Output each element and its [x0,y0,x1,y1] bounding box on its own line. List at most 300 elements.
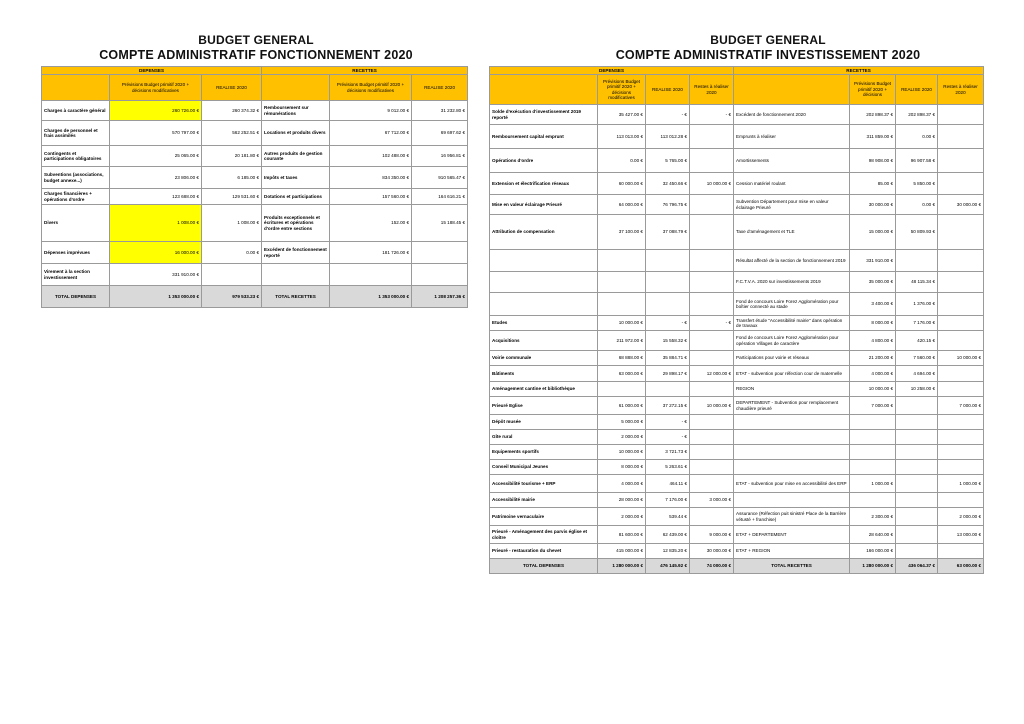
depense-restes: 30 000.00 € [690,544,734,559]
depense-prevision: 63 000.00 € [598,366,646,382]
recette-label: Locations et produits divers [262,121,330,146]
depense-label: Prieuré Eglise [490,397,598,415]
recette-prevision: 157 560.00 € [330,189,412,205]
recette-restes [938,293,984,316]
recette-prevision: 67 712.00 € [330,121,412,146]
depense-restes: 9 000.00 € [690,526,734,544]
total-depenses-label: TOTAL DEPENSES [42,286,110,308]
recette-prevision: 181 726.00 € [330,242,412,264]
recette-prevision: 834 350.00 € [330,167,412,189]
recette-prevision: 28 640.00 € [850,526,896,544]
recette-realise [896,415,938,430]
recette-restes [938,460,984,475]
depense-label: Bâtiments [490,366,598,382]
recette-restes [938,316,984,331]
recette-realise: 164 616.21 € [412,189,468,205]
recette-realise: 420.15 € [896,331,938,351]
realise-header: REALISE 2020 [202,75,262,101]
depense-label: Virement à la section investissement [42,264,110,286]
depense-realise: - € [646,316,690,331]
depense-restes: 10 000.00 € [690,173,734,195]
investissement-title: BUDGET GENERAL [710,33,826,47]
recette-prevision: 8 000.00 € [850,316,896,331]
depense-restes: 10 000.00 € [690,397,734,415]
recette-prevision: 4 000.00 € [850,366,896,382]
recette-realise [896,493,938,508]
recette-prevision [850,493,896,508]
depense-realise: 37 272.15 € [646,397,690,415]
recette-realise [412,264,468,286]
depense-prevision: 81 600.00 € [598,526,646,544]
investissement-row [490,105,984,125]
recette-prevision: 202 898.37 € [850,105,896,125]
depense-prevision [598,293,646,316]
investissement-subheader-row [490,75,984,105]
depense-realise: 76 796.75 € [646,195,690,215]
recette-prevision: 21 200.00 € [850,351,896,366]
depense-prevision: 28 000.00 € [598,493,646,508]
depense-prevision: 23 806.00 € [110,167,202,189]
recette-label: Fond de concours Loire Forez Agglomération pour opération Villages de caractère [734,331,850,351]
depense-prevision: 211 972.00 € [598,331,646,351]
depense-label: Aménagement cantine et bibliothèque [490,382,598,397]
depense-label [490,272,598,293]
recette-label: ETAT - subvention pour réfection cour de maternelle [734,366,850,382]
realise-header: REALISE 2020 [412,75,468,101]
recette-label: ETAT + DEPARTEMENT [734,526,850,544]
recette-realise: 69 697.62 € [412,121,468,146]
recette-label: Excédent de fonctionnement reporté [262,242,330,264]
recette-prevision: 2 300.00 € [850,508,896,526]
recette-prevision [850,415,896,430]
restes-header: Restes à réaliser 2020 [690,75,734,105]
depense-label: Accessibilité tourisme + ERP [490,475,598,493]
depense-prevision: 16 000.00 € [110,242,202,264]
recette-restes: 1 000.00 € [938,475,984,493]
fonctionnement-row [42,242,468,264]
recette-restes [938,382,984,397]
investissement-row [490,316,984,331]
recette-label: Subvention Département pour mise en valeur éclairage Prieuré [734,195,850,215]
depense-label: Conseil Municipal Jeunes [490,460,598,475]
recette-label: REGION [734,382,850,397]
depense-label: Contingents et participations obligatoires [42,146,110,167]
recette-label: Amortissements [734,149,850,173]
recette-prevision: 1 000.00 € [850,475,896,493]
fonctionnement-row [42,205,468,242]
recette-prevision [850,445,896,460]
depense-restes [690,508,734,526]
depense-label: Dépôt musée [490,415,598,430]
recette-realise: 0.00 € [896,195,938,215]
restes-header: Restes à réaliser 2020 [938,75,984,105]
depense-restes [690,215,734,250]
recettes-header: RECETTES [262,67,468,75]
investissement-table [489,66,984,574]
recette-label: F.C.T.V.A. 2020 sur investissements 2019 [734,272,850,293]
depense-realise: 12 835.20 € [646,544,690,559]
depenses-header: DEPENSES [490,67,734,75]
fonctionnement-row [42,264,468,286]
recette-label [734,430,850,445]
investissement-row [490,397,984,415]
depense-prevision: 2 000.00 € [598,508,646,526]
depense-label: Charges à caractère général [42,101,110,121]
depense-restes [690,351,734,366]
recette-realise [896,460,938,475]
depense-prevision: 8 000.00 € [598,460,646,475]
depense-restes [690,430,734,445]
depense-realise: - € [646,415,690,430]
total-recettes-realise: 1 208 257.36 € [412,286,468,308]
recette-restes [938,173,984,195]
prevision-header: Prévisions Budget primitif 2020 + décisions modificatives [110,75,202,101]
depense-label: Opérations d'ordre [490,149,598,173]
depense-prevision: 260 726.00 € [110,101,202,121]
fonctionnement-subtitle: COMPTE ADMINISTRATIF FONCTIONNEMENT 2020 [99,48,413,62]
recette-restes [938,415,984,430]
depense-prevision: 331 910.00 € [110,264,202,286]
recette-label: Assurance (Réfection puit sinistré Place de la Barrière vétusté + franchise) [734,508,850,526]
depense-label: Prieuré - Aménagement des parvis église et cloître [490,526,598,544]
investissement-header-row [490,67,984,75]
depense-restes: - € [690,316,734,331]
recette-realise: 202 898.37 € [896,105,938,125]
recette-realise: 31 232.80 € [412,101,468,121]
recette-prevision: 85.00 € [850,173,896,195]
depense-prevision: 2 000.00 € [598,430,646,445]
depense-restes: 12 000.00 € [690,366,734,382]
total-depenses-realise: 476 145.92 € [646,559,690,574]
empty-header [262,75,330,101]
depense-label: Accessibilité mairie [490,493,598,508]
recette-prevision: 30 000.00 € [850,195,896,215]
recette-restes [938,105,984,125]
recette-realise [896,250,938,272]
depense-realise: 562 252.51 € [202,121,262,146]
recette-prevision [850,460,896,475]
depense-label: Dépenses imprévues [42,242,110,264]
depense-realise: 20 181.80 € [202,146,262,167]
investissement-row [490,149,984,173]
investissement-row [490,125,984,149]
depense-label: Equipements sportifs [490,445,598,460]
recette-prevision: 7 000.00 € [850,397,896,415]
recette-label: Transfert étude "Accessibilité mairie" dans opération de travaux [734,316,850,331]
total-recettes-realise: 436 064.37 € [896,559,938,574]
depense-label: Charges de personnel et frais assimilés [42,121,110,146]
recette-prevision: 3 400.00 € [850,293,896,316]
recette-prevision: 152.00 € [330,205,412,242]
recette-restes: 10 000.00 € [938,351,984,366]
depense-restes: - € [690,105,734,125]
recette-restes [938,493,984,508]
recette-label: Dotations et participations [262,189,330,205]
recette-restes: 30 000.00 € [938,195,984,215]
recette-realise [412,242,468,264]
recette-prevision: 9 012.00 € [330,101,412,121]
investissement-row [490,195,984,215]
depense-label [490,250,598,272]
recette-prevision: 102 488.00 € [330,146,412,167]
depense-realise: 129 531.60 € [202,189,262,205]
depense-prevision: 25 065.00 € [110,146,202,167]
fonctionnement-table [41,66,468,308]
depense-realise [202,264,262,286]
recette-realise: 4 694.00 € [896,366,938,382]
recette-realise: 1 376.00 € [896,293,938,316]
depense-realise: 29 898.17 € [646,366,690,382]
fonctionnement-header-row [42,67,468,75]
investissement-row [490,493,984,508]
depense-prevision [598,272,646,293]
depense-realise: 5 263.61 € [646,460,690,475]
depense-prevision: 1 008.00 € [110,205,202,242]
prevision-header: Prévisions Budget primitif 2020 + décisions [850,75,896,105]
depense-realise: 15 558.32 € [646,331,690,351]
depense-restes [690,331,734,351]
investissement-row [490,366,984,382]
depense-realise: 37 088.79 € [646,215,690,250]
depense-restes [690,272,734,293]
investissement-row [490,331,984,351]
fonctionnement-row [42,167,468,189]
recette-restes [938,215,984,250]
depense-realise: 113 012.28 € [646,125,690,149]
depense-restes [690,250,734,272]
investissement-row [490,526,984,544]
recette-prevision: 98 908.00 € [850,149,896,173]
recette-label: Fond de concours Loire Forez Agglomération pour boîtier connecté au stade [734,293,850,316]
depense-restes [690,125,734,149]
depense-restes [690,382,734,397]
recette-realise: 48 115.34 € [896,272,938,293]
recette-restes [938,272,984,293]
depense-label: Subventions (associations, budget annexe...) [42,167,110,189]
depense-label: Extension et électrification réseaux [490,173,598,195]
total-depenses-realise: 979 533.23 € [202,286,262,308]
recette-prevision: 15 000.00 € [850,215,896,250]
depense-realise: 5 765.00 € [646,149,690,173]
depense-label [490,293,598,316]
depense-label: Mise en valeur éclairage Prieuré [490,195,598,215]
total-recettes-label: TOTAL RECETTES [262,286,330,308]
depense-realise: 260 374.32 € [202,101,262,121]
recette-realise: 7 176.00 € [896,316,938,331]
depense-realise [646,250,690,272]
recette-realise: 5 850.00 € [896,173,938,195]
recette-restes [938,445,984,460]
depense-prevision [598,382,646,397]
depense-realise: 32 450.66 € [646,173,690,195]
total-recettes-label: TOTAL RECETTES [734,559,850,574]
recette-label: Résultat affecté de la section de fonctionnement 2019 [734,250,850,272]
fonctionnement-row [42,121,468,146]
recette-realise: 15 188.45 € [412,205,468,242]
prevision-header: Prévisions Budget primitif 2020 + décisions modificatives [598,75,646,105]
recette-realise [896,397,938,415]
depense-restes [690,445,734,460]
depense-label: Prieuré - restauration du chevet [490,544,598,559]
recette-label: Produits exceptionnels et écritures et opérations d'ordre entre sections [262,205,330,242]
recette-realise [896,430,938,445]
fonctionnement-subheader-row [42,75,468,101]
recette-label: DEPARTEMENT - Subvention pour remplacement chaudière prieuré [734,397,850,415]
fonctionnement-total-row [42,286,468,308]
recette-realise [896,544,938,559]
depense-prevision: 415 000.00 € [598,544,646,559]
depense-label: Etudes [490,316,598,331]
depense-realise: 0.00 € [202,242,262,264]
recette-restes [938,430,984,445]
depense-prevision: 4 000.00 € [598,475,646,493]
recette-restes [938,149,984,173]
empty-header [42,75,110,101]
investissement-row [490,445,984,460]
total-recettes-prevision: 1 280 000.00 € [850,559,896,574]
recette-prevision: 35 000.00 € [850,272,896,293]
depense-realise: 539.44 € [646,508,690,526]
depense-prevision: 123 688.00 € [110,189,202,205]
recette-prevision: 331 910.00 € [850,250,896,272]
recette-restes [938,366,984,382]
recette-prevision: 311 859.00 € [850,125,896,149]
investissement-row [490,173,984,195]
realise-header: REALISE 2020 [646,75,690,105]
recette-label [734,445,850,460]
depense-prevision: 64 000.00 € [598,195,646,215]
investissement-row [490,544,984,559]
total-depenses-prevision: 1 280 000.00 € [598,559,646,574]
depense-realise: 3 721.73 € [646,445,690,460]
depense-label: Solde d'exécution d'investissement 2019 reporté [490,105,598,125]
depense-prevision: 10 000.00 € [598,316,646,331]
depense-restes [690,149,734,173]
fonctionnement-row [42,101,468,121]
depense-prevision: 60 000.00 € [598,173,646,195]
depense-realise: 7 176.00 € [646,493,690,508]
recette-label [734,460,850,475]
depense-prevision: 37 100.00 € [598,215,646,250]
depenses-header: DEPENSES [42,67,262,75]
depense-label: Acquisitions [490,331,598,351]
depense-prevision: 35 427.00 € [598,105,646,125]
investissement-row [490,293,984,316]
recette-label [734,493,850,508]
recette-restes [938,125,984,149]
recette-label: Autres produits de gestion courante [262,146,330,167]
depense-realise: 1 008.00 € [202,205,262,242]
depense-realise [646,382,690,397]
recette-realise [896,445,938,460]
depense-prevision: 61 000.00 € [598,397,646,415]
depense-prevision: 113 013.00 € [598,125,646,149]
depense-label: Divers [42,205,110,242]
depense-prevision: 0.00 € [598,149,646,173]
depense-realise: 6 185.00 € [202,167,262,189]
recette-prevision: 166 000.00 € [850,544,896,559]
depense-prevision: 570 797.00 € [110,121,202,146]
depense-realise: 464.11 € [646,475,690,493]
depense-realise: 62 439.00 € [646,526,690,544]
recette-label [262,264,330,286]
investissement-row [490,508,984,526]
recette-label: ETAT - subvention pour mise en accessibilité des ERP [734,475,850,493]
recette-prevision [330,264,412,286]
investissement-row [490,250,984,272]
recette-prevision: 4 800.00 € [850,331,896,351]
depense-restes [690,475,734,493]
recette-realise [896,508,938,526]
depense-prevision: 5 000.00 € [598,415,646,430]
recette-label: Emprunts à réaliser [734,125,850,149]
recette-realise: 96 907.58 € [896,149,938,173]
investissement-row [490,475,984,493]
realise-header: REALISE 2020 [896,75,938,105]
total-depenses-prevision: 1 353 000.00 € [110,286,202,308]
depense-prevision: 10 000.00 € [598,445,646,460]
total-depenses-label: TOTAL DEPENSES [490,559,598,574]
depense-restes [690,415,734,430]
empty-header [734,75,850,105]
recette-label: ETAT + REGION [734,544,850,559]
recette-prevision [850,430,896,445]
total-depenses-restes: 74 000.00 € [690,559,734,574]
recette-realise: 50 809.93 € [896,215,938,250]
recette-label [734,415,850,430]
recettes-header: RECETTES [734,67,984,75]
depense-restes [690,293,734,316]
recette-restes [938,544,984,559]
recette-label: Taxe d'aménagement et TLE [734,215,850,250]
investissement-row [490,382,984,397]
depense-realise: 35 884.71 € [646,351,690,366]
recette-label: Excédent de fonctionnement 2020 [734,105,850,125]
recette-label: Impôts et taxes [262,167,330,189]
investissement-row [490,430,984,445]
depense-realise [646,272,690,293]
depense-prevision: 68 888.00 € [598,351,646,366]
depense-realise: - € [646,105,690,125]
depense-label: Attribution de compensation [490,215,598,250]
depense-label: Voirie communale [490,351,598,366]
investissement-row [490,272,984,293]
fonctionnement-row [42,146,468,167]
empty-header [490,75,598,105]
depense-restes [690,460,734,475]
recette-restes: 2 000.00 € [938,508,984,526]
investissement-row [490,460,984,475]
depense-restes: 3 000.00 € [690,493,734,508]
recette-realise: 0.00 € [896,125,938,149]
investissement-subtitle: COMPTE ADMINISTRATIF INVESTISSEMENT 2020 [615,48,921,62]
fonctionnement-title: BUDGET GENERAL [198,33,314,47]
investissement-row [490,351,984,366]
depense-realise [646,293,690,316]
recette-realise [896,475,938,493]
depense-prevision [598,250,646,272]
depense-label: Charges financières + opérations d'ordre [42,189,110,205]
depense-label: Patrimoine vernaculaire [490,508,598,526]
depense-restes [690,195,734,215]
depense-label: Gîte rural [490,430,598,445]
depense-realise: - € [646,430,690,445]
recette-realise [896,526,938,544]
investissement-total-row [490,559,984,574]
total-recettes-prevision: 1 353 000.00 € [330,286,412,308]
recette-restes: 7 000.00 € [938,397,984,415]
investissement-row [490,415,984,430]
